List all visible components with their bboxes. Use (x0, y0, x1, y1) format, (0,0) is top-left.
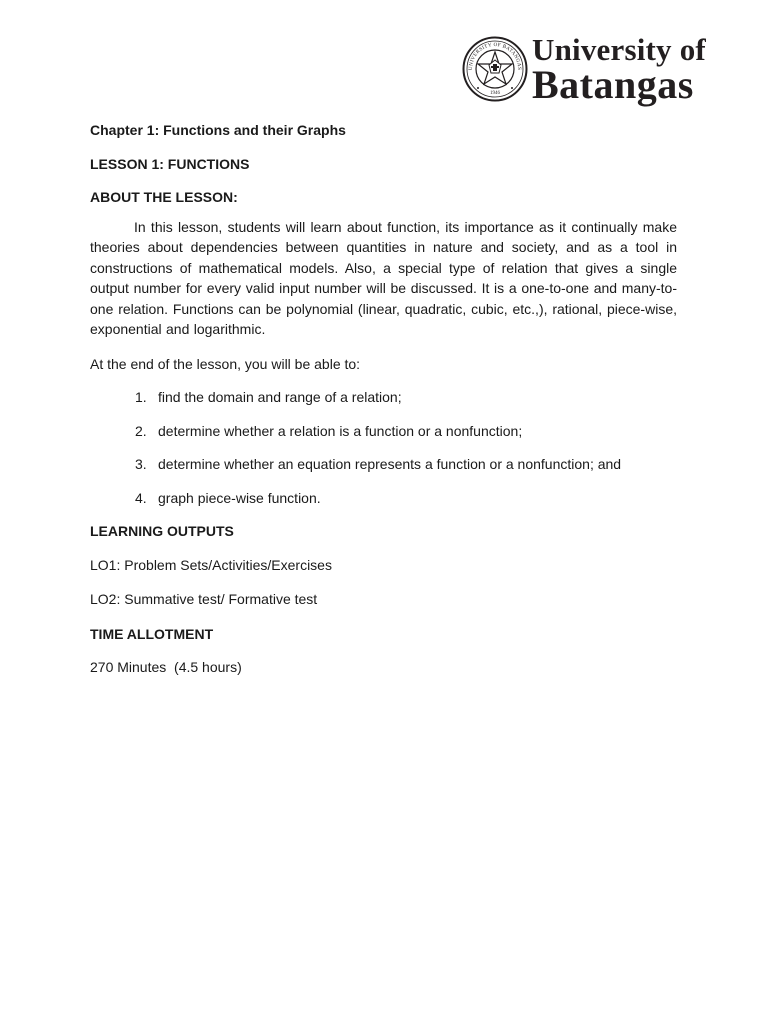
objectives-intro: At the end of the lesson, you will be able to: (90, 355, 361, 372)
logo-line-batangas: Batangas (532, 62, 694, 107)
time-allotment-value: 270 Minutes (4.5 hours) (90, 659, 242, 675)
seal-text: UNIVERSITY OF BATANGAS (467, 41, 523, 71)
list-item-text: find the domain and range of a relation; (158, 389, 402, 405)
university-wordmark (532, 34, 706, 105)
learning-output-2: LO2: Summative test/ Formative test (90, 591, 318, 607)
list-item-text: determine whether a relation is a function or a nonfunction; (158, 422, 523, 439)
list-item-number: 2. (135, 422, 147, 439)
list-item (135, 387, 677, 408)
university-seal-icon (462, 36, 528, 102)
list-item (135, 488, 677, 509)
list-item-number: 1. (135, 389, 147, 405)
about-paragraph: In this lesson, students will learn about function, its importance as it continually make theories about dependencies between quantities in nature and society, and as a tool in constructions of mathematical models. Also, a special type of relation that gives a single output number for every valid input number will be discussed. It is a one-to-one and many-to-one relation. Functions can be polynomial (linear, quadratic, cubic, etc.,), rational, piece-wise, exponential and logarithmic. (90, 218, 677, 337)
learning-outputs-heading: LEARNING OUTPUTS (90, 523, 234, 539)
time-allotment-heading: TIME ALLOTMENT (90, 625, 214, 642)
list-item (135, 421, 677, 442)
list-item (135, 454, 677, 475)
learning-output-1: LO1: Problem Sets/Activities/Exercises (90, 556, 332, 573)
objectives-list (90, 387, 677, 508)
list-item-text: graph piece-wise function. (158, 489, 321, 506)
university-logo (462, 32, 722, 108)
about-heading: ABOUT THE LESSON: (90, 189, 238, 205)
list-item-number: 4. (135, 489, 147, 506)
lesson-title: LESSON 1: FUNCTIONS (90, 155, 250, 172)
list-item-number: 3. (135, 456, 147, 472)
chapter-title: Chapter 1: Functions and their Graphs (90, 122, 346, 138)
list-item-text: determine whether an equation represents a function or a nonfunction; and (158, 456, 622, 472)
seal-year: 1946 (490, 91, 500, 96)
lesson-content (90, 118, 677, 692)
logo-line-university-of: University of (532, 32, 706, 67)
